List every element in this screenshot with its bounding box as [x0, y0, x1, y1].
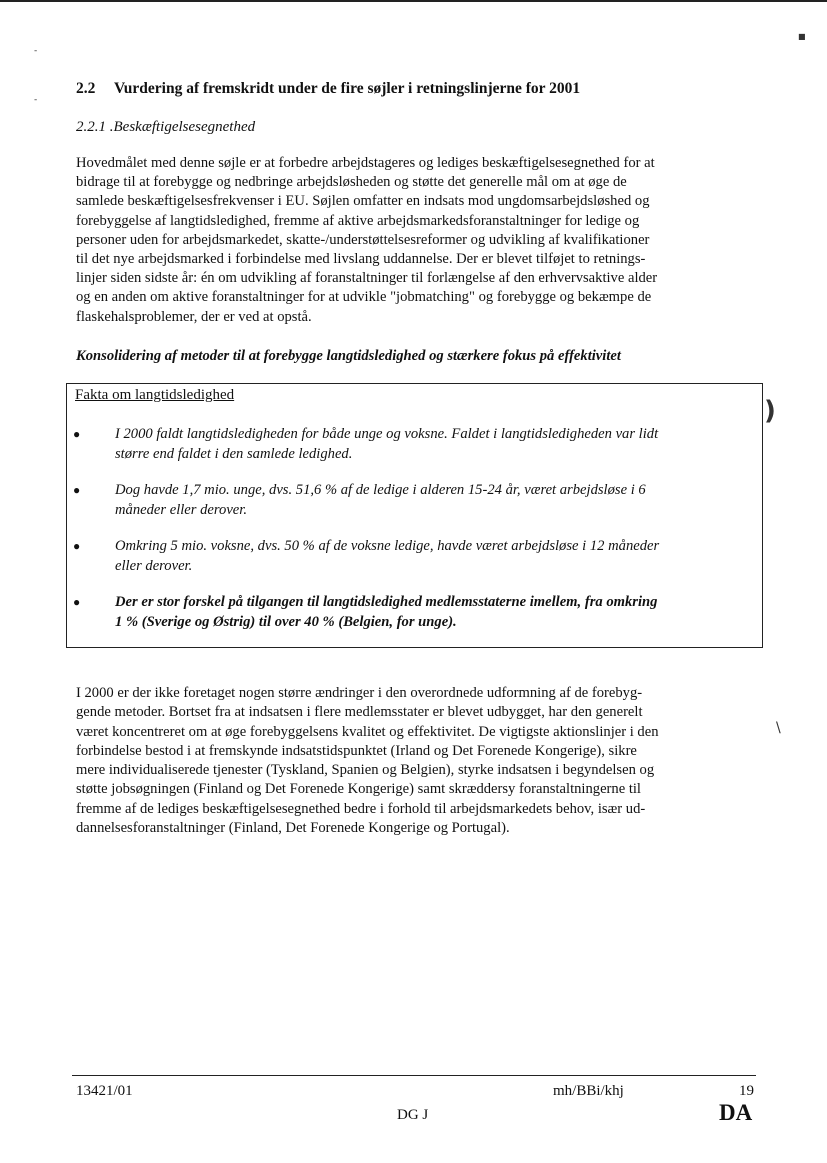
text-line: gende metoder. Bortset fra at indsatsen i flere medlemsstater er blevet udbygget, har den generelt [76, 704, 643, 721]
bullet-dot: ● [73, 483, 81, 497]
fact-bullet-text [115, 480, 755, 520]
footer-dg: DG J [397, 1107, 429, 1123]
section-title: Vurdering af fremskridt under de fire søjler i retningslinjerne for 2001 [114, 80, 581, 97]
section-heading [76, 79, 776, 99]
text-line: flaskehalsproblemer, der er ved at opstå. [76, 308, 312, 325]
fact-bullet-text [115, 592, 755, 632]
text-line: Dog havde 1,7 mio. unge, dvs. 51,6 % af de ledige i alderen 15-24 år, været arbejdsløse i 6 [115, 482, 646, 498]
section-number: 2.2 [76, 80, 96, 97]
text-line: fremme af de lediges beskæftigelsesegnethed bedre i forhold til arbejdsmarkedets behov, især ud- [76, 800, 646, 817]
fact-bullet-text [115, 536, 755, 576]
text-line: eller derover. [115, 558, 193, 574]
consolidation-heading: Konsolidering af metoder til at forebygge langtidsledighed og stærkere fokus på effektivitet [76, 348, 621, 364]
scan-speck: - [34, 46, 38, 56]
methods-paragraph [76, 684, 752, 838]
text-line: mere individualiserede tjenester (Tyskland, Spanien og Belgien), styrke indsatsen i begyndelsen og [76, 762, 655, 779]
subsection-number: 2.2.1 [76, 119, 106, 135]
text-line: Hovedmålet med denne søjle er at forbedre arbejdstageres og lediges beskæftigelsesegnethed for at [76, 155, 655, 171]
scan-mark: ) [764, 396, 776, 426]
text-line: I 2000 er der ikke foretaget nogen større ændringer i den overordnede udformning af de forebyg- [76, 685, 643, 701]
text-line: dannelsesforanstaltninger (Finland, Det Forenede Kongerige og Portugal). [76, 820, 510, 837]
text-line: samlede beskæftigelsesfrekvenser i EU. Søjlen omfatter en indsats mod ungdomsarbejdsløshed og [76, 193, 650, 210]
bullet-dot: ● [73, 595, 81, 609]
scan-speck: - [34, 95, 38, 105]
text-line: forebyggelse af langtidsledighed, fremme af aktive arbejdsmarkedsforanstaltninger for ledige og [76, 212, 640, 229]
text-line: linjer siden sidste år: én om udvikling af foranstaltninger til forlængelse af den erhvervsaktive alder [76, 270, 658, 287]
text-line: støtte jobsøgningen (Finland og Det Forenede Kongerige) samt skræddersy foranstaltningerne til [76, 781, 641, 798]
bullet-dot: ● [73, 427, 81, 441]
footer-language: DA [719, 1100, 753, 1125]
subsection-title: .Beskæftigelsesegnethed [109, 119, 256, 135]
text-line: måneder eller derover. [115, 502, 247, 518]
fact-box-title: Fakta om langtidsledighed [75, 387, 235, 403]
top-rule [0, 0, 827, 2]
footer-doc-id: 13421/01 [76, 1083, 133, 1099]
text-line: været koncentreret om at øge forebyggelsens kvalitet og effektivitet. De vigtigste aktionslinjer i den [76, 723, 659, 740]
scan-speck: ■ [798, 32, 806, 41]
text-line: personer uden for arbejdsmarkedet, skatte-/understøttelsesreformer og udvikling af kvalifikationer [76, 231, 650, 248]
text-line: til det nye arbejdsmarked i forbindelse med livslang uddannelse. Der er blevet tilføjet to retnings- [76, 251, 646, 268]
fact-box [66, 383, 763, 648]
scan-mark: \ [776, 720, 781, 736]
text-line: forbindelse bestod i at fremskynde indsatstidspunktet (Irland og Det Forenede Kongerige), sikre [76, 742, 637, 759]
text-line: I 2000 faldt langtidsledigheden for både unge og voksne. Faldet i langtidsledigheden var lidt [115, 426, 659, 442]
footer-rule [72, 1075, 756, 1076]
text-line: Der er stor forskel på tilgangen til langtidsledighed medlemsstaterne imellem, fra omkring [115, 594, 658, 610]
fact-bullet-text [115, 424, 755, 464]
subsection-heading [76, 117, 255, 137]
text-line: og en anden om aktive foranstaltninger for at udvikle "jobmatching" og forebygge og bekæmpe de [76, 289, 652, 306]
footer-reference: mh/BBi/khj [553, 1083, 624, 1099]
text-line: Omkring 5 mio. voksne, dvs. 50 % af de voksne ledige, havde været arbejdsløse i 12 måneder [115, 538, 660, 554]
text-line: bidrage til at forebygge og nedbringe arbejdsløsheden og støtte det generelle mål om at øge de [76, 174, 627, 191]
bullet-dot: ● [73, 539, 81, 553]
text-line: større end faldet i den samlede ledighed. [115, 446, 353, 462]
intro-paragraph [76, 154, 752, 327]
page-number: 19 [739, 1083, 754, 1099]
text-line: 1 % (Sverige og Østrig) til over 40 % (Belgien, for unge). [115, 614, 457, 630]
